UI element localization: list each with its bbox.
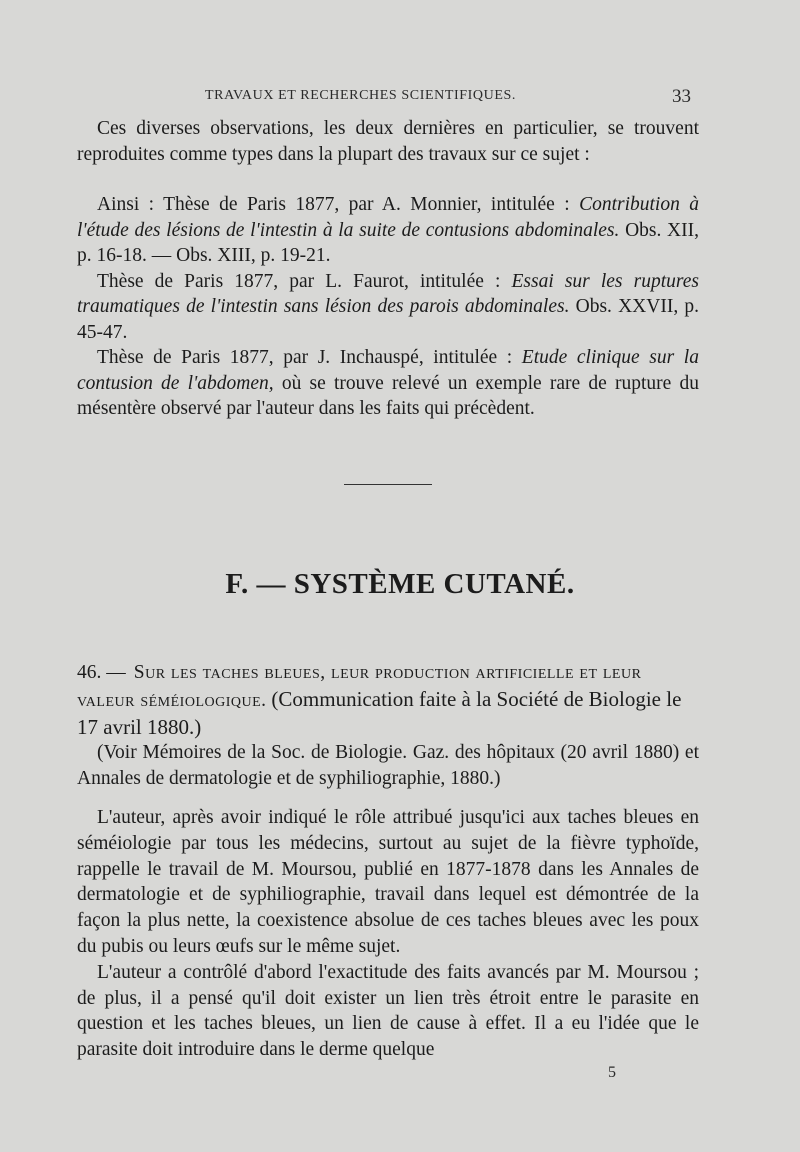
reference-title: Essai sur les ruptures traumatiques de l'intestin sans lésion des parois abdominales. xyxy=(77,270,699,317)
reference-list xyxy=(77,192,699,422)
see-also-note xyxy=(77,740,699,792)
reference-title: Etude clinique sur la contusion de l'abdomen, xyxy=(77,347,699,394)
section-divider xyxy=(344,484,432,485)
entry-communication: (Communication faite à la Société de Biologie le 17 avril 1880.) xyxy=(77,687,682,739)
body-paragraph: L'auteur, après avoir indiqué le rôle attribué jusqu'ici aux taches bleues en séméiologie par tous les médecins, surtout au sujet de la fièvre typhoïde, rappelle le travail de M. Moursou, publié en 1877-1878 dans les Annales de dermatologie et de syphiliographie, travail dans lequel est démontrée de la façon la plus nette, la coexistence absolue de ces taches bleues avec les poux du pubis ou leurs œufs sur le même sujet. xyxy=(77,807,699,957)
section-heading: F. — SYSTÈME CUTANÉ. xyxy=(225,568,575,600)
see-also-text: (Voir Mémoires de la Soc. de Biologie. Gaz. des hôpitaux (20 avril 1880) et Annales de dermatologie et de syphiliographie, 1880.) xyxy=(77,742,699,789)
entry-title-line xyxy=(77,660,699,742)
page-number: 33 xyxy=(672,86,691,107)
signature-mark: 5 xyxy=(608,1064,616,1081)
reference-suffix: Obs. XII, p. 16-18. — Obs. XIII, p. 19-21. xyxy=(77,219,699,266)
reference-prefix: Thèse de Paris 1877, par J. Inchauspé, intitulée : xyxy=(97,347,522,368)
reference-title: Contribution à l'étude des lésions de l'intestin à la suite de contusions abdominales. xyxy=(77,194,699,241)
reference-prefix: Thèse de Paris 1877, par L. Faurot, intitulée : xyxy=(97,270,512,292)
reference-item xyxy=(77,269,699,346)
running-title: TRAVAUX ET RECHERCHES SCIENTIFIQUES. xyxy=(205,88,516,103)
reference-suffix: où se trouve relevé un exemple rare de rupture du mésentère observé par l'auteur dans les faits qui précèdent. xyxy=(77,372,700,419)
intro-paragraph xyxy=(77,116,699,167)
entry-heading xyxy=(77,660,699,742)
reference-suffix: Obs. XXVII, p. 45-47. xyxy=(77,296,700,343)
reference-item xyxy=(77,345,699,422)
reference-item xyxy=(77,192,699,269)
body-paragraph: L'auteur a contrôlé d'abord l'exactitude des faits avancés par M. Moursou ; de plus, il a pensé qu'il doit exister un lien très étroit entre le parasite en question et les taches bleues, un lien de cause à effet. Il a eu l'idée que le parasite doit introduire dans le derme quelque xyxy=(77,961,699,1061)
entry-number: 46. — xyxy=(77,662,126,683)
entry-title: Sur les taches bleues, leur production artificielle et leur valeur séméiologique. xyxy=(77,662,642,711)
entry-body xyxy=(77,805,699,1063)
intro-text: Ces diverses observations, les deux dernières en particulier, se trouvent reproduites comme types dans la plupart des travaux sur ce sujet : xyxy=(77,118,699,165)
running-header xyxy=(0,86,800,110)
reference-prefix: Ainsi : Thèse de Paris 1877, par A. Monnier, intitulée : xyxy=(97,194,580,215)
